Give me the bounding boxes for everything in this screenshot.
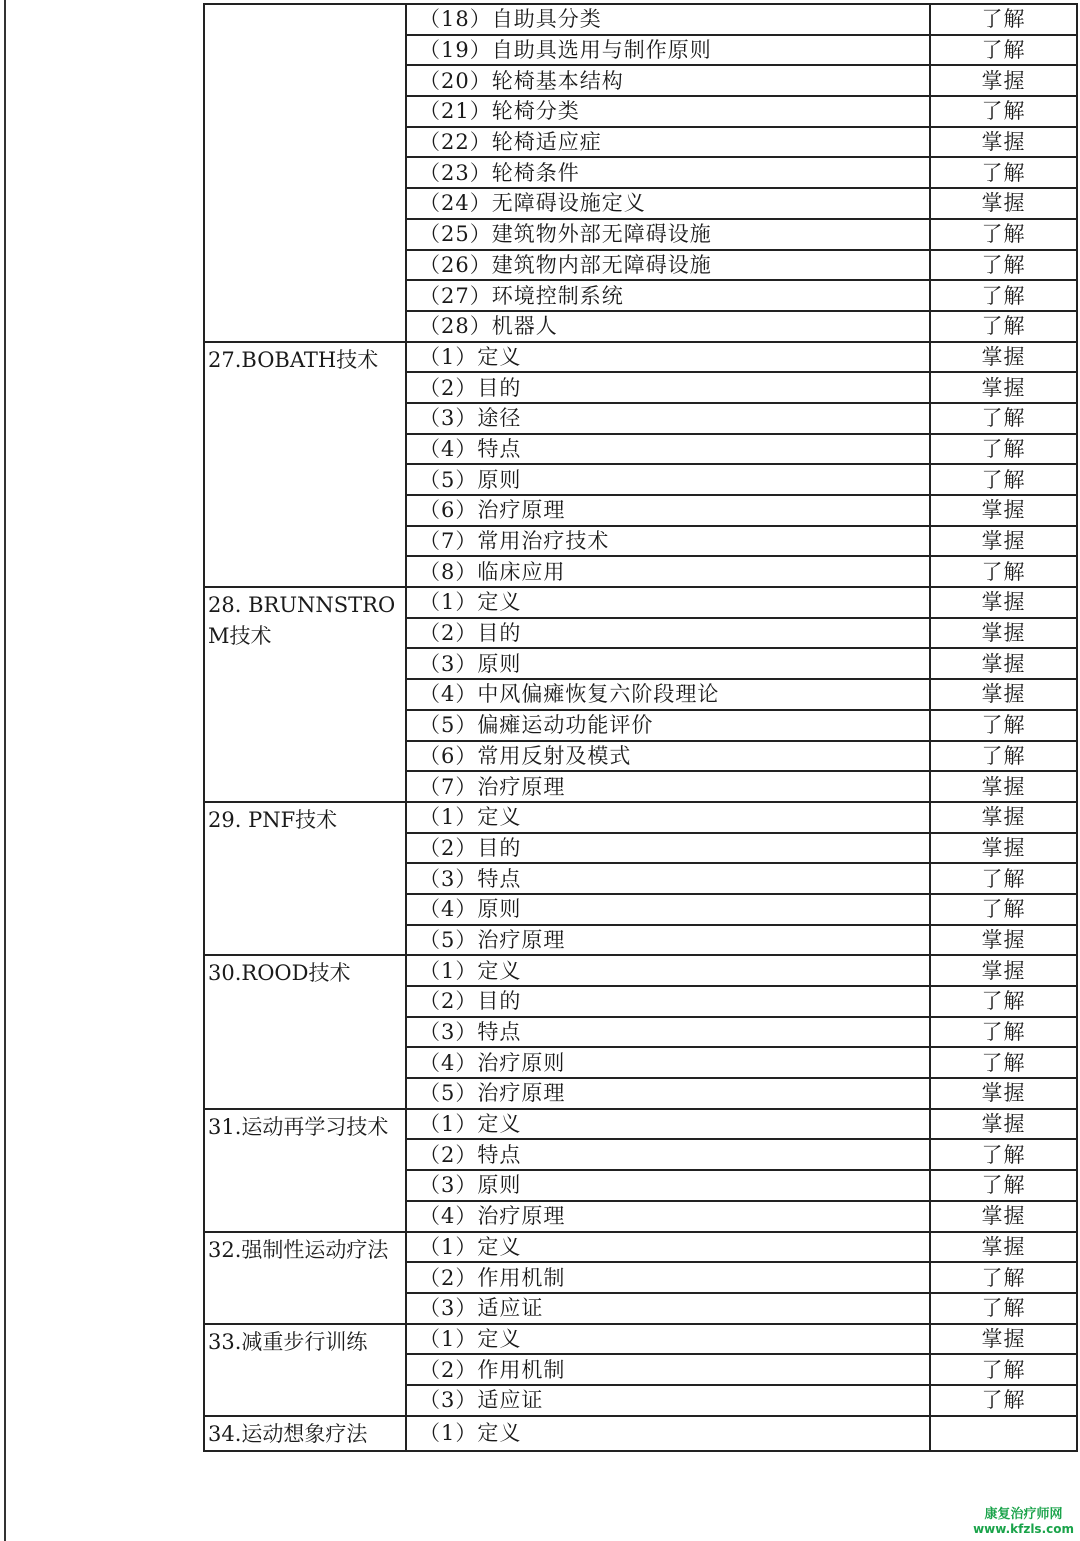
- level-cell: 了解: [930, 96, 1077, 127]
- item-cell: （2）作用机制: [406, 1354, 930, 1385]
- level-cell: 了解: [930, 403, 1077, 434]
- item-cell: （5）治疗原理: [406, 1078, 930, 1109]
- level-cell: 掌握: [930, 1324, 1077, 1355]
- level-cell: 掌握: [930, 526, 1077, 557]
- table-row: [204, 587, 1077, 618]
- watermark-site-name: 康复治疗师网: [984, 1507, 1063, 1522]
- item-cell: （1）定义: [406, 587, 930, 618]
- level-cell: 掌握: [930, 188, 1077, 219]
- item-cell: （2）目的: [406, 618, 930, 649]
- level-cell: 掌握: [930, 771, 1077, 802]
- item-cell: （1）定义: [406, 1416, 930, 1451]
- item-cell: （21）轮椅分类: [406, 96, 930, 127]
- item-cell: （4）治疗原理: [406, 1201, 930, 1232]
- level-cell: 了解: [930, 1385, 1077, 1416]
- item-cell: （8）临床应用: [406, 556, 930, 587]
- item-cell: （23）轮椅条件: [406, 157, 930, 188]
- table-row: [204, 1109, 1077, 1140]
- level-cell: 了解: [930, 1170, 1077, 1201]
- item-cell: （3）原则: [406, 1170, 930, 1201]
- item-cell: （27）环境控制系统: [406, 280, 930, 311]
- item-cell: （22）轮椅适应症: [406, 127, 930, 158]
- item-cell: （24）无障碍设施定义: [406, 188, 930, 219]
- item-cell: （3）适应证: [406, 1385, 930, 1416]
- level-cell: 了解: [930, 250, 1077, 281]
- item-cell: （3）特点: [406, 863, 930, 894]
- site-watermark: [973, 1507, 1074, 1537]
- level-cell: 了解: [930, 35, 1077, 66]
- topic-cell: 34.运动想象疗法: [204, 1416, 406, 1451]
- item-cell: （28）机器人: [406, 311, 930, 342]
- item-cell: （2）作用机制: [406, 1262, 930, 1293]
- table-row: [204, 802, 1077, 833]
- level-cell: 了解: [930, 219, 1077, 250]
- level-cell: 了解: [930, 1354, 1077, 1385]
- level-cell: 掌握: [930, 65, 1077, 96]
- item-cell: （2）目的: [406, 372, 930, 403]
- item-cell: （25）建筑物外部无障碍设施: [406, 219, 930, 250]
- item-cell: （6）治疗原理: [406, 495, 930, 526]
- level-cell: 了解: [930, 434, 1077, 465]
- item-cell: （5）偏瘫运动功能评价: [406, 710, 930, 741]
- item-cell: （20）轮椅基本结构: [406, 65, 930, 96]
- topic-cell: 32.强制性运动疗法: [204, 1232, 406, 1324]
- level-cell: 掌握: [930, 1109, 1077, 1140]
- item-cell: （7）治疗原理: [406, 771, 930, 802]
- level-cell: 了解: [930, 1262, 1077, 1293]
- level-cell: 了解: [930, 311, 1077, 342]
- level-cell: 掌握: [930, 648, 1077, 679]
- item-cell: （5）原则: [406, 464, 930, 495]
- level-cell: 掌握: [930, 342, 1077, 373]
- level-cell: 掌握: [930, 1232, 1077, 1263]
- item-cell: （18）自助具分类: [406, 4, 930, 35]
- item-cell: （1）定义: [406, 1232, 930, 1263]
- item-cell: （2）特点: [406, 1139, 930, 1170]
- level-cell: 了解: [930, 464, 1077, 495]
- topic-cell: 31.运动再学习技术: [204, 1109, 406, 1232]
- item-cell: （3）特点: [406, 1017, 930, 1048]
- level-cell: 掌握: [930, 679, 1077, 710]
- item-cell: （1）定义: [406, 1109, 930, 1140]
- table-row: [204, 1416, 1077, 1451]
- item-cell: （2）目的: [406, 833, 930, 864]
- item-cell: （2）目的: [406, 986, 930, 1017]
- item-cell: （1）定义: [406, 1324, 930, 1355]
- level-cell: 了解: [930, 157, 1077, 188]
- topic-cell: 33.减重步行训练: [204, 1324, 406, 1416]
- level-cell: 了解: [930, 986, 1077, 1017]
- level-cell: 掌握: [930, 1201, 1077, 1232]
- level-cell: [930, 1416, 1077, 1451]
- level-cell: 掌握: [930, 495, 1077, 526]
- syllabus-table: [203, 3, 1078, 1452]
- table-row: [204, 1232, 1077, 1263]
- item-cell: （4）原则: [406, 894, 930, 925]
- level-cell: 了解: [930, 710, 1077, 741]
- item-cell: （19）自助具选用与制作原则: [406, 35, 930, 66]
- item-cell: （3）原则: [406, 648, 930, 679]
- table-row: [204, 342, 1077, 373]
- level-cell: 掌握: [930, 127, 1077, 158]
- table-row: [204, 955, 1077, 986]
- item-cell: （5）治疗原理: [406, 925, 930, 956]
- level-cell: 了解: [930, 4, 1077, 35]
- level-cell: 了解: [930, 894, 1077, 925]
- level-cell: 了解: [930, 1139, 1077, 1170]
- item-cell: （4）中风偏瘫恢复六阶段理论: [406, 679, 930, 710]
- level-cell: 了解: [930, 1047, 1077, 1078]
- level-cell: 了解: [930, 1293, 1077, 1324]
- watermark-url: www.kfzls.com: [973, 1522, 1074, 1536]
- page-left-border: [4, 0, 6, 1541]
- level-cell: 了解: [930, 741, 1077, 772]
- topic-cell: 27.BOBATH技术: [204, 342, 406, 588]
- level-cell: 掌握: [930, 833, 1077, 864]
- table-row: [204, 4, 1077, 35]
- level-cell: 掌握: [930, 587, 1077, 618]
- level-cell: 掌握: [930, 955, 1077, 986]
- item-cell: （1）定义: [406, 342, 930, 373]
- item-cell: （4）特点: [406, 434, 930, 465]
- item-cell: （7）常用治疗技术: [406, 526, 930, 557]
- level-cell: 掌握: [930, 802, 1077, 833]
- syllabus-table-body: [204, 4, 1077, 1451]
- table-row: [204, 1324, 1077, 1355]
- item-cell: （1）定义: [406, 955, 930, 986]
- item-cell: （6）常用反射及模式: [406, 741, 930, 772]
- item-cell: （1）定义: [406, 802, 930, 833]
- topic-cell: 30.ROOD技术: [204, 955, 406, 1108]
- level-cell: 了解: [930, 1017, 1077, 1048]
- level-cell: 掌握: [930, 1078, 1077, 1109]
- topic-cell: 29. PNF技术: [204, 802, 406, 955]
- level-cell: 掌握: [930, 618, 1077, 649]
- topic-cell: [204, 4, 406, 342]
- level-cell: 了解: [930, 556, 1077, 587]
- topic-cell: 28. BRUNNSTROM技术: [204, 587, 406, 802]
- level-cell: 掌握: [930, 925, 1077, 956]
- item-cell: （4）治疗原则: [406, 1047, 930, 1078]
- item-cell: （26）建筑物内部无障碍设施: [406, 250, 930, 281]
- level-cell: 掌握: [930, 372, 1077, 403]
- item-cell: （3）适应证: [406, 1293, 930, 1324]
- level-cell: 了解: [930, 280, 1077, 311]
- level-cell: 了解: [930, 863, 1077, 894]
- item-cell: （3）途径: [406, 403, 930, 434]
